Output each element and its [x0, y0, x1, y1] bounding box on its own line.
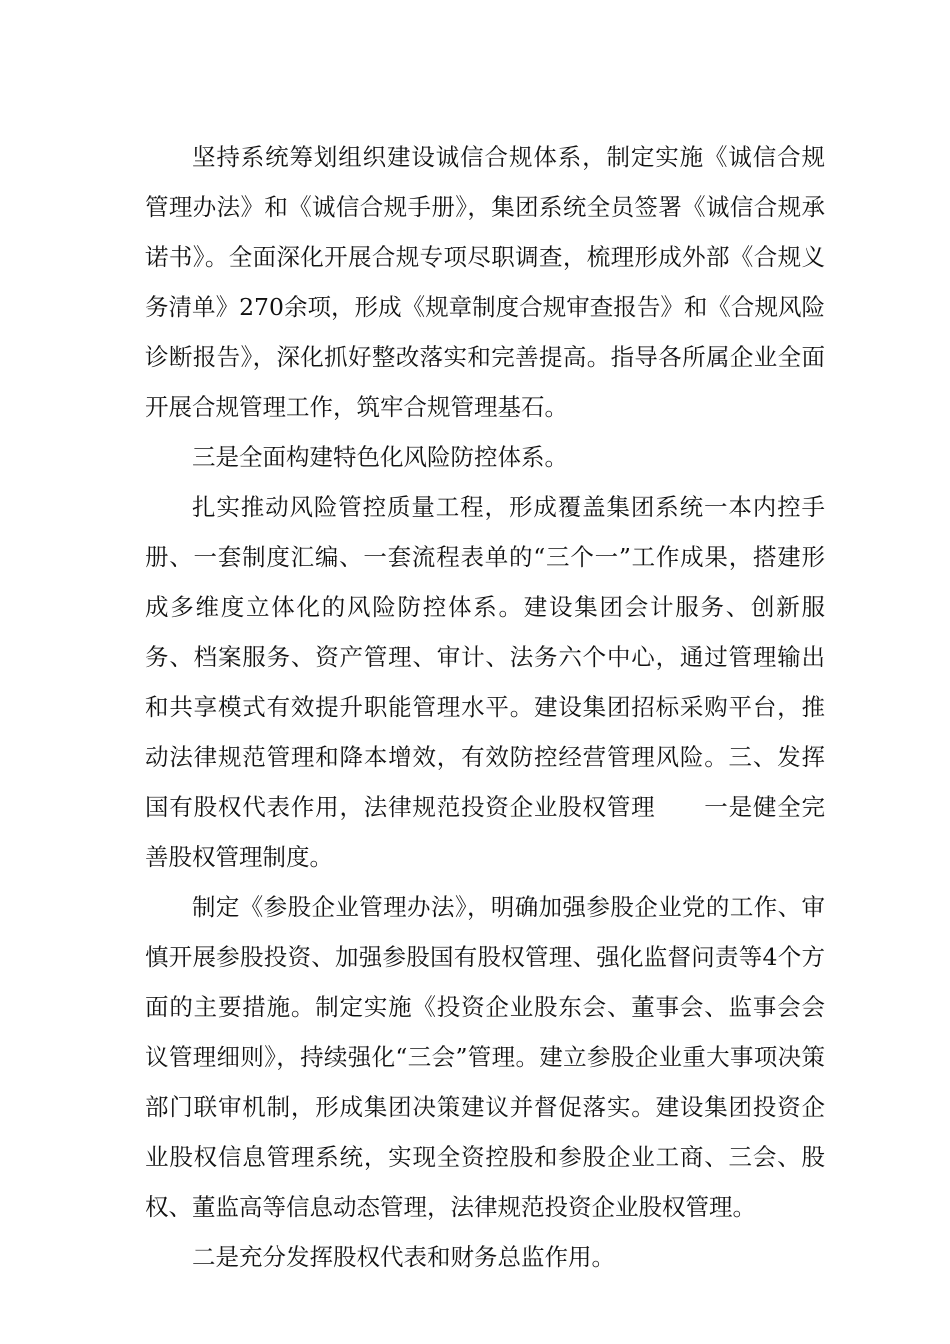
- paragraph-risk-control-text: 扎实推动风险管控质量工程，形成覆盖集团系统一本内控手册、一套制度汇编、一套流程表单的“三个一”工作成果，搭建形成多维度立体化的风险防控体系。建设集团会计服务、创新服务、档案服务、资产管理、审计、法务六个中心，通过管理输出和共享模式有效提升职能管理水平。建设集团招标采购平台，推动法律规范管理和降本增效，有效防控经营管理风险。三、发挥国有股权代表作用，法律规范投资企业股权管理: [145, 493, 825, 821]
- heading-risk-control: 三是全面构建特色化风险防控体系。: [192, 443, 568, 471]
- paragraph-equity-management: 制定《参股企业管理办法》，明确加强参股企业党的工作、审慎开展参股投资、加强参股国有股权管理、强化监督问责等4个方面的主要措施。制定实施《投资企业股东会、董事会、监事会会议管理细则》，持续强化“三会”管理。建立参股企业重大事项决策部门联审机制，形成集团决策建议并督促落实。建设集团投资企业股权信息管理系统，实现全资控股和参股企业工商、三会、股权、董监高等信息动态管理，法律规范投资企业股权管理。: [145, 893, 825, 1221]
- heading-equity-representative: 二是充分发挥股权代表和财务总监作用。: [192, 1243, 615, 1271]
- paragraph-risk-control-equity: [145, 482, 825, 882]
- paragraph-compliance-system: 坚持系统筹划组织建设诚信合规体系，制定实施《诚信合规管理办法》和《诚信合规手册》，集团系统全员签署《诚信合规承诺书》。全面深化开展合规专项尽职调查，梳理形成外部《合规义务清单》270余项，形成《规章制度合规审查报告》和《合规风险诊断报告》，深化抓好整改落实和完善提高。指导各所属企业全面开展合规管理工作，筑牢合规管理基石。: [145, 143, 825, 421]
- heading-equity-system: 一是健全完善股权管理制度。: [145, 793, 826, 871]
- document-page: [145, 132, 825, 1282]
